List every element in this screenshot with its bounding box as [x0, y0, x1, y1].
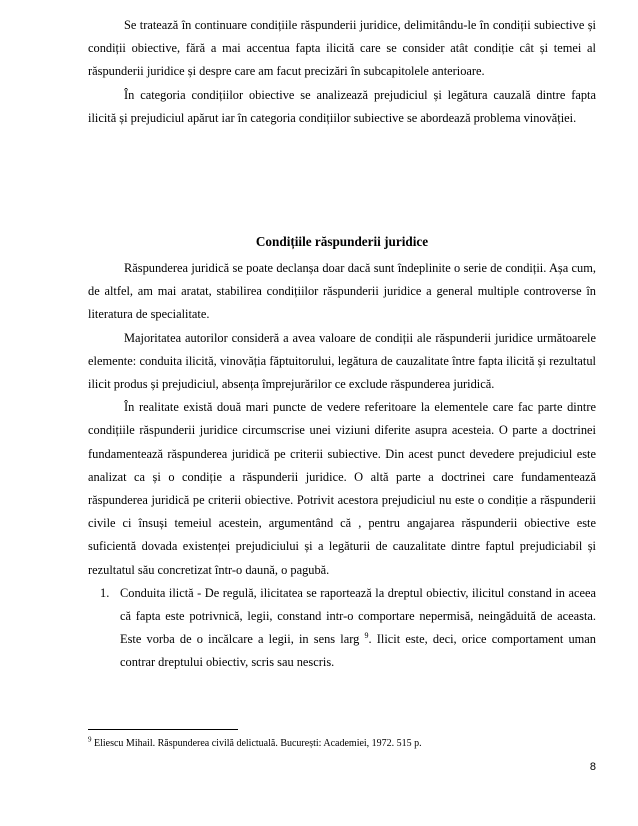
footnote-reference[interactable]: 9 — [364, 631, 369, 641]
intro-paragraph-1: Se tratează în continuare condițiile răspunderii juridice, delimitându-le în condiții subiective și condiții obiective, fără a mai accentua fapta ilicită care se consider atât condiție cât și temei al răspunderii juridice și despre care am facut precizări în subcapitolele anterioare. — [88, 18, 596, 79]
list-item — [88, 582, 596, 675]
footnote-text: Eliescu Mihail. Răspunderea civilă delictuală. București: Academiei, 1972. 515 p. — [94, 738, 422, 749]
intro-paragraph-2: În categoria condițiilor obiective se analizează prejudiciul și legătura cauzală dintre fapta ilicită și prejudiciul apărut iar în categoria condițiilor subiective se abordează problema vinovăției. — [88, 87, 596, 125]
footnote-number: 9 — [88, 735, 92, 744]
list-item-title: Conduita ilictă — [120, 585, 194, 600]
section-paragraph-2: Majoritatea autorilor consideră a avea valoare de condiții ale răspunderii juridice următoarele elemente: conduita ilicită, vinovăția făptuitorului, legătura de cauzalitate între fapta ilicită și rezultatul ilicit produs și prejudiciul, absența împrejurărilor ce exclude răspunderea juridică. — [88, 330, 596, 392]
intro-block — [88, 14, 596, 130]
list-item-number: 1. — [100, 585, 110, 600]
footnote-separator — [88, 729, 238, 730]
section-heading: Condițiile răspunderii juridice — [255, 234, 429, 249]
section-paragraph-1: Răspunderea juridică se poate declanșa doar dacă sunt îndeplinite o serie de condiții. Așa cum, de altfel, am mai aratat, stabilirea condițiilor răspunderii juridice a general multiple controverse în literatura de specialitate. — [88, 261, 596, 322]
section-paragraph-3: În realitate există două mari puncte de vedere referitoare la elementele care fac parte dintre condițiile răspunderii juridice circumscrise unei viziuni diferite asupra acesteia. O parte a doctrinei fundamentează răspunderea juridică pe criterii subiective. Din acest punct devedere prejudiciul este analizat ca și o condiție a răspunderii juridice. O altă parte a doctrinei care fundamentează răspunderea juridică pe criterii obiective. Potrivit acestora prejudiciul nu este o condiție a răspunderii civile ci însuși temeiul acestein, argumentând că , pentru angajarea răspunderii obiective este suficientă dovada existenței prejudiciului și a legăturii de cauzalitate dintre faptul prejudiciabil și rezultatul său concretizat într-o daună, o pagubă. — [88, 400, 596, 577]
list-item-text: - De regulă, ilicitatea se raportează la dreptul obiectiv, ilicitul constand in aceea că fapta este potrivnică, legii, constand intr-o comportare nepermisă, neingăduită de aceasta. Este vorba de o incălcare a legii, in sens larg — [120, 585, 596, 647]
footnote — [88, 737, 596, 751]
list-item-text-continued: . Ilicit este, deci, orice comportament uman contrar dreptului obiectiv, scris sau nescris. — [120, 632, 596, 670]
section-body — [88, 257, 596, 675]
conditions-list — [88, 582, 596, 675]
page-number: 8 — [589, 761, 596, 773]
